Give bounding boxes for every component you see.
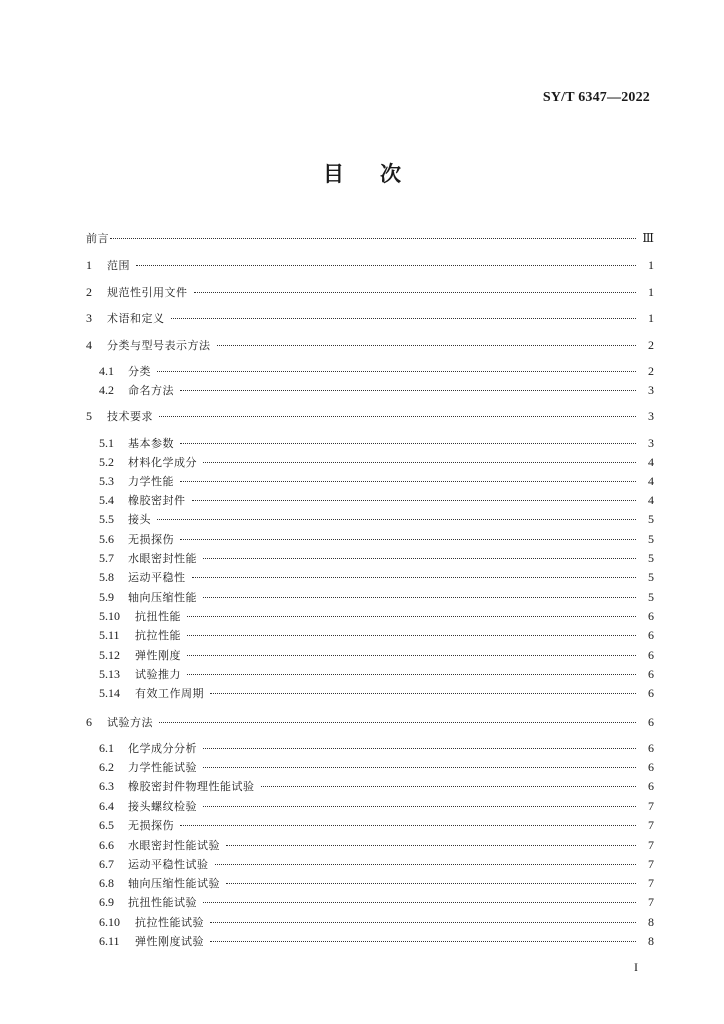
toc-entry-page: 8 <box>648 915 654 929</box>
toc-entry-title: 术语和定义 <box>107 312 165 325</box>
toc-entry-title: 技术要求 <box>107 410 153 423</box>
toc-entry-page: 3 <box>648 383 654 397</box>
toc-entry-number: 3 <box>86 311 92 325</box>
toc-entry-title: 分类与型号表示方法 <box>107 339 211 352</box>
toc-entry-title: 力学性能 <box>128 475 174 488</box>
toc-entry-page: 5 <box>648 512 654 526</box>
toc-dot-leader <box>159 722 636 723</box>
toc-dot-leader <box>203 806 636 807</box>
toc-entry-page: 7 <box>648 818 654 832</box>
toc-entry-title: 试验推力 <box>135 668 181 681</box>
toc-entry-page: 6 <box>648 667 654 681</box>
toc-entry-title: 抗扭性能 <box>135 610 181 623</box>
toc-entry[interactable] <box>99 797 654 815</box>
toc-entry-number: 5.11 <box>99 628 120 642</box>
toc-entry-page: Ⅲ <box>642 231 654 245</box>
toc-entry-page: 6 <box>648 648 654 662</box>
toc-entry-number: 6.5 <box>99 818 114 832</box>
toc-entry-page: 3 <box>648 436 654 450</box>
toc-entry[interactable] <box>99 758 654 776</box>
toc-dot-leader <box>192 500 637 501</box>
toc-entry-title: 接头 <box>128 513 151 526</box>
toc-dot-leader <box>217 345 637 346</box>
toc-entry[interactable] <box>99 381 654 399</box>
toc-entry[interactable] <box>99 510 654 528</box>
toc-dot-leader <box>187 635 636 636</box>
toc-entry-page: 1 <box>648 258 654 272</box>
toc-entry-page: 7 <box>648 857 654 871</box>
toc-entry[interactable] <box>99 362 654 380</box>
toc-entry-title: 分类 <box>128 365 151 378</box>
toc-entry-number: 6.9 <box>99 895 114 909</box>
toc-entry-number: 1 <box>86 258 92 272</box>
toc-entry-number: 6 <box>86 715 92 729</box>
toc-dot-leader <box>180 539 636 540</box>
toc-entry-number: 4.1 <box>99 364 114 378</box>
toc-entry-title: 轴向压缩性能 <box>128 591 197 604</box>
toc-entry-title: 抗扭性能试验 <box>128 896 197 909</box>
toc-entry-title: 水眼密封性能 <box>128 552 197 565</box>
toc-entry-title: 水眼密封性能试验 <box>128 839 220 852</box>
toc-entry-number: 5.14 <box>99 686 120 700</box>
toc-dot-leader <box>110 238 636 239</box>
toc-dot-leader <box>215 864 637 865</box>
toc-entry[interactable] <box>99 893 654 911</box>
toc-entry[interactable] <box>86 256 654 274</box>
toc-entry-title: 接头螺纹检验 <box>128 800 197 813</box>
toc-entry-number: 6.4 <box>99 799 114 813</box>
toc-entry-page: 3 <box>648 409 654 423</box>
toc-entry[interactable] <box>99 568 654 586</box>
toc-entry-page: 4 <box>648 474 654 488</box>
toc-entry[interactable] <box>99 607 654 625</box>
toc-dot-leader <box>203 748 636 749</box>
toc-entry-title: 抗拉性能 <box>135 629 181 642</box>
toc-entry[interactable] <box>99 530 654 548</box>
toc-entry-title: 无损探伤 <box>128 533 174 546</box>
toc-entry-title: 前言 <box>86 232 109 245</box>
toc-entry-page: 6 <box>648 609 654 623</box>
toc-entry[interactable] <box>99 588 654 606</box>
toc-entry-number: 4 <box>86 338 92 352</box>
toc-entry-page: 6 <box>648 760 654 774</box>
toc-entry[interactable] <box>99 777 654 795</box>
toc-entry-number: 6.7 <box>99 857 114 871</box>
toc-entry[interactable] <box>99 665 654 683</box>
toc-dot-leader <box>210 922 636 923</box>
toc-dot-leader <box>226 845 636 846</box>
toc-dot-leader <box>180 825 636 826</box>
toc-entry-number: 6.3 <box>99 779 114 793</box>
toc-entry-number: 6.2 <box>99 760 114 774</box>
toc-dot-leader <box>136 265 636 266</box>
toc-entry-title: 弹性刚度 <box>135 649 181 662</box>
toc-entry-page: 4 <box>648 493 654 507</box>
toc-entry[interactable] <box>86 229 654 247</box>
toc-entry-page: 1 <box>648 311 654 325</box>
toc-entry-page: 7 <box>648 838 654 852</box>
toc-entry-number: 6.10 <box>99 915 120 929</box>
toc-entry[interactable] <box>99 646 654 664</box>
toc-dot-leader <box>194 292 637 293</box>
toc-dot-leader <box>157 371 636 372</box>
toc-entry[interactable] <box>99 626 654 644</box>
toc-entry-page: 6 <box>648 779 654 793</box>
toc-entry-number: 5.5 <box>99 512 114 526</box>
toc-entry-title: 有效工作周期 <box>135 687 204 700</box>
page-number: I <box>634 960 638 974</box>
toc-entry-page: 7 <box>648 876 654 890</box>
toc-entry-number: 5.13 <box>99 667 120 681</box>
toc-entry-number: 6.8 <box>99 876 114 890</box>
toc-entry-title: 命名方法 <box>128 384 174 397</box>
toc-entry[interactable] <box>86 713 654 731</box>
toc-entry[interactable] <box>99 684 654 702</box>
toc-entry-number: 5.2 <box>99 455 114 469</box>
toc-entry-title: 橡胶密封件 <box>128 494 186 507</box>
toc-entry-number: 5.12 <box>99 648 120 662</box>
toc-entry-title: 运动平稳性 <box>128 571 186 584</box>
toc-entry-title: 橡胶密封件物理性能试验 <box>128 780 255 793</box>
toc-entry-title: 试验方法 <box>107 716 153 729</box>
toc-entry-number: 6.1 <box>99 741 114 755</box>
toc-entry-title: 无损探伤 <box>128 819 174 832</box>
toc-entry-page: 4 <box>648 455 654 469</box>
toc-entry-number: 4.2 <box>99 383 114 397</box>
toc-entry-page: 1 <box>648 285 654 299</box>
toc-entry-number: 5.9 <box>99 590 114 604</box>
toc-entry[interactable] <box>99 913 654 931</box>
toc-entry-page: 7 <box>648 895 654 909</box>
toc-entry[interactable] <box>86 407 654 425</box>
toc-entry[interactable] <box>99 549 654 567</box>
toc-dot-leader <box>187 616 636 617</box>
toc-entry-title: 轴向压缩性能试验 <box>128 877 220 890</box>
toc-entry[interactable] <box>86 309 654 327</box>
toc-entry[interactable] <box>99 816 654 834</box>
toc-dot-leader <box>203 558 636 559</box>
toc-entry-title: 抗拉性能试验 <box>135 916 204 929</box>
toc-entry-page: 6 <box>648 715 654 729</box>
toc-entry-number: 5.8 <box>99 570 114 584</box>
toc-entry-title: 范围 <box>107 259 130 272</box>
toc-dot-leader <box>192 577 637 578</box>
toc-entry[interactable] <box>86 283 654 301</box>
toc-entry-number: 5.3 <box>99 474 114 488</box>
toc-entry-page: 5 <box>648 532 654 546</box>
toc-dot-leader <box>180 390 636 391</box>
toc-entry[interactable] <box>99 491 654 509</box>
toc-dot-leader <box>180 443 636 444</box>
toc-dot-leader <box>226 883 636 884</box>
toc-entry-number: 5.10 <box>99 609 120 623</box>
toc-dot-leader <box>203 597 636 598</box>
toc-entry-title: 化学成分分析 <box>128 742 197 755</box>
toc-dot-leader <box>203 767 636 768</box>
toc-entry-page: 7 <box>648 799 654 813</box>
toc-entry-number: 5.4 <box>99 493 114 507</box>
toc-entry-page: 6 <box>648 686 654 700</box>
toc-entry[interactable] <box>99 932 654 950</box>
toc-dot-leader <box>187 674 636 675</box>
toc-dot-leader <box>159 416 636 417</box>
toc-entry-title: 运动平稳性试验 <box>128 858 209 871</box>
toc-entry[interactable] <box>99 739 654 757</box>
toc-entry-page: 2 <box>648 338 654 352</box>
toc-dot-leader <box>210 693 636 694</box>
toc-entry-title: 材料化学成分 <box>128 456 197 469</box>
toc-dot-leader <box>157 519 636 520</box>
toc-entry-title: 力学性能试验 <box>128 761 197 774</box>
toc-dot-leader <box>171 318 637 319</box>
standard-code: SY/T 6347—2022 <box>542 90 650 105</box>
toc-entry-page: 2 <box>648 364 654 378</box>
toc-dot-leader <box>203 462 636 463</box>
toc-entry-number: 5.6 <box>99 532 114 546</box>
toc-entry-page: 8 <box>648 934 654 948</box>
toc-entry[interactable] <box>86 336 654 354</box>
toc-dot-leader <box>203 902 636 903</box>
toc-entry-title: 规范性引用文件 <box>107 286 188 299</box>
toc-entry-number: 5.7 <box>99 551 114 565</box>
toc-entry[interactable] <box>99 874 654 892</box>
toc-entry[interactable] <box>99 453 654 471</box>
toc-entry-number: 6.11 <box>99 934 120 948</box>
toc-entry-number: 5.1 <box>99 436 114 450</box>
toc-dot-leader <box>187 655 636 656</box>
toc-title: 目次 <box>323 162 437 186</box>
toc-entry-page: 5 <box>648 551 654 565</box>
toc-entry-number: 5 <box>86 409 92 423</box>
toc-entry-title: 基本参数 <box>128 437 174 450</box>
toc-entry-page: 6 <box>648 741 654 755</box>
toc-entry-page: 5 <box>648 570 654 584</box>
toc-entry-title: 弹性刚度试验 <box>135 935 204 948</box>
toc-entry-page: 5 <box>648 590 654 604</box>
toc-entry[interactable] <box>99 434 654 452</box>
toc-entry[interactable] <box>99 472 654 490</box>
toc-entry[interactable] <box>99 855 654 873</box>
toc-entry-number: 6.6 <box>99 838 114 852</box>
toc-entry-number: 2 <box>86 285 92 299</box>
toc-dot-leader <box>210 941 636 942</box>
toc-dot-leader <box>261 786 637 787</box>
toc-dot-leader <box>180 481 636 482</box>
toc-entry[interactable] <box>99 836 654 854</box>
toc-entry-page: 6 <box>648 628 654 642</box>
